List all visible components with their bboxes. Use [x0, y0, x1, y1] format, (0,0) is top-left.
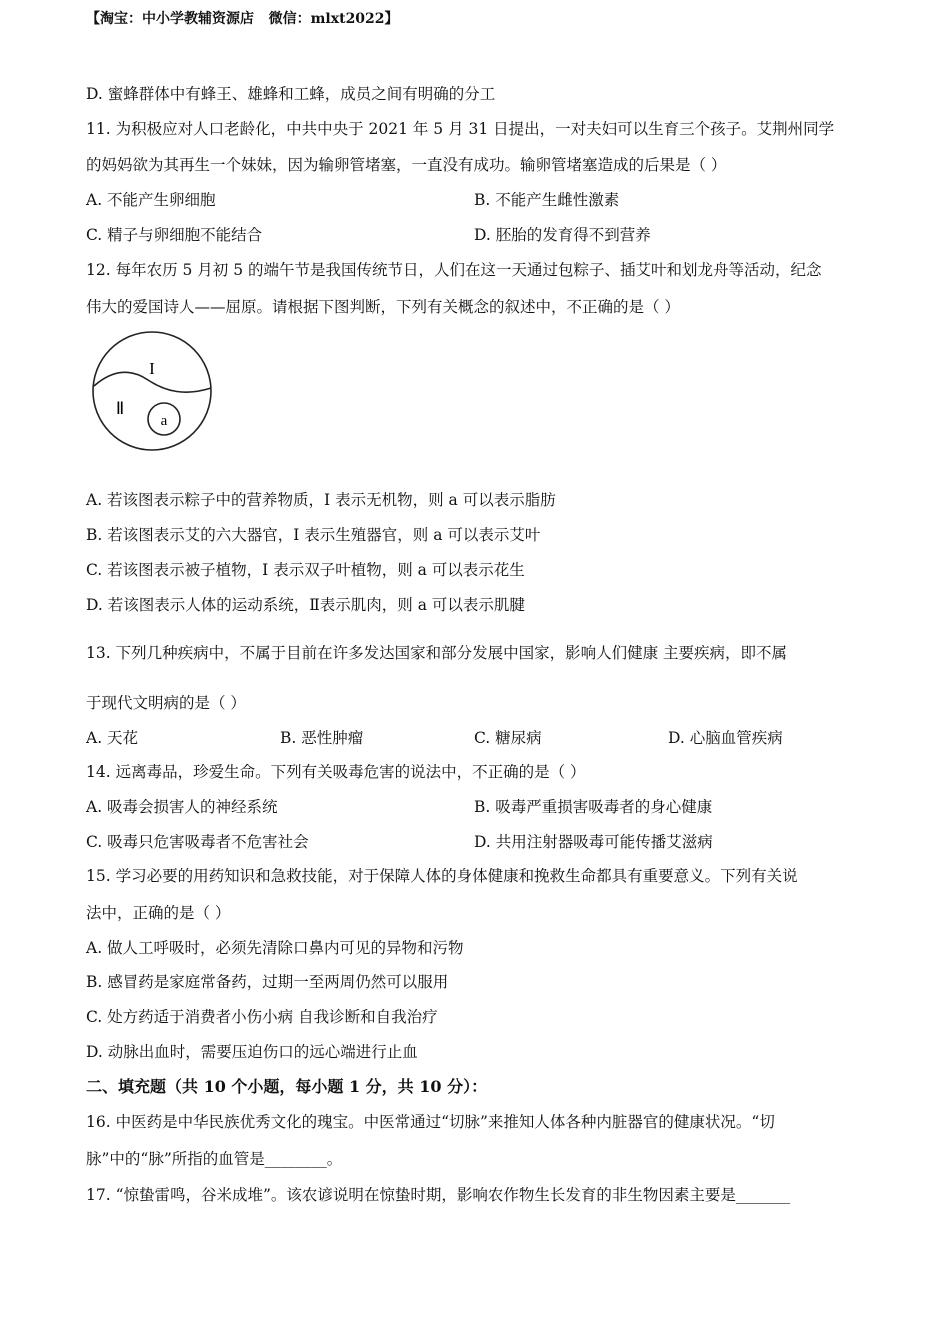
- q14-option-a: A. 吸毒会损害人的神经系统: [86, 798, 278, 816]
- q17-stem: 17. “惊蛰雷鸣，谷米成堆”。该农谚说明在惊蛰时期，影响农作物生长发育的非生物因素主要是_______: [86, 1186, 791, 1204]
- q16-stem-line2: 脉”中的“脉”所指的血管是________。: [86, 1150, 343, 1168]
- q13-stem-line2: 于现代文明病的是（ ）: [86, 694, 246, 712]
- q10-option-d: D. 蜜蜂群体中有蜂王、雄蜂和工蜂，成员之间有明确的分工: [86, 85, 496, 103]
- label-region-a: a: [160, 413, 168, 429]
- q11-option-b: B. 不能产生雌性激素: [474, 191, 620, 209]
- q12-option-b: B. 若该图表示艾的六大器官，I 表示生殖器官，则 a 可以表示艾叶: [86, 526, 541, 544]
- q16-stem-line1: 16. 中医药是中华民族优秀文化的瑰宝。中医常通过“切脉”来推知人体各种内脏器官的健康状况。“切: [86, 1113, 775, 1131]
- q15-option-a: A. 做人工呼吸时，必须先清除口鼻内可见的异物和污物: [86, 939, 464, 957]
- q15-option-d: D. 动脉出血时，需要压迫伤口的远心端进行止血: [86, 1043, 418, 1061]
- q14-stem: 14. 远离毒品，珍爱生命。下列有关吸毒危害的说法中，不正确的是（ ）: [86, 763, 586, 781]
- concept-circle-diagram: [90, 330, 216, 454]
- page-header: 【淘宝：中小学教辅资源店 微信：mlxt2022】: [86, 11, 399, 27]
- q11-option-c: C. 精子与卵细胞不能结合: [86, 226, 263, 244]
- q13-option-a: A. 天花: [86, 729, 139, 747]
- q15-option-b: B. 感冒药是家庭常备药，过期一至两周仍然可以服用: [86, 973, 449, 991]
- q15-stem-line2: 法中，正确的是（ ）: [86, 904, 231, 922]
- q12-option-a: A. 若该图表示粽子中的营养物质，I 表示无机物，则 a 可以表示脂肪: [86, 491, 556, 509]
- q15-stem-line1: 15. 学习必要的用药知识和急救技能，对于保障人体的身体健康和挽救生命都具有重要意义。下列有关说: [86, 867, 798, 885]
- q11-stem-line2: 的妈妈欲为其再生一个妹妹，因为输卵管堵塞，一直没有成功。输卵管堵塞造成的后果是（ ）: [86, 156, 727, 174]
- q15-option-c: C. 处方药适于消费者小伤小病 自我诊断和自我治疗: [86, 1008, 438, 1026]
- label-region-ii: Ⅱ: [115, 399, 125, 418]
- q14-option-d: D. 共用注射器吸毒可能传播艾滋病: [474, 833, 713, 851]
- label-region-i: I: [149, 359, 155, 378]
- q12-option-d: D. 若该图表示人体的运动系统，Ⅱ表示肌肉，则 a 可以表示肌腱: [86, 596, 525, 614]
- q13-option-c: C. 糖尿病: [474, 729, 542, 747]
- q14-option-c: C. 吸毒只危害吸毒者不危害社会: [86, 833, 309, 851]
- q12-option-c: C. 若该图表示被子植物，I 表示双子叶植物，则 a 可以表示花生: [86, 561, 525, 579]
- q12-stem-line2: 伟大的爱国诗人——屈原。请根据下图判断，下列有关概念的叙述中，不正确的是（ ）: [86, 298, 680, 316]
- q14-option-b: B. 吸毒严重损害吸毒者的身心健康: [474, 798, 713, 816]
- q12-stem-line1: 12. 每年农历 5 月初 5 的端午节是我国传统节日，人们在这一天通过包粽子、插艾叶和划龙舟等活动，纪念: [86, 261, 822, 279]
- q13-option-d: D. 心脑血管疾病: [668, 729, 783, 747]
- q13-stem-line1: 13. 下列几种疾病中，不属于目前在许多发达国家和部分发展中国家，影响人们健康 主要疾病，即不属: [86, 644, 788, 662]
- q11-option-d: D. 胚胎的发育得不到营养: [474, 226, 651, 244]
- q11-option-a: A. 不能产生卵细胞: [86, 191, 216, 209]
- q11-stem-line1: 11. 为积极应对人口老龄化，中共中央于 2021 年 5 月 31 日提出，一对夫妇可以生育三个孩子。艾荆州同学: [86, 120, 835, 138]
- q13-option-b: B. 恶性肿瘤: [280, 729, 364, 747]
- section-2-title: 二、填充题（共 10 个小题，每小题 1 分，共 10 分）：: [86, 1077, 488, 1096]
